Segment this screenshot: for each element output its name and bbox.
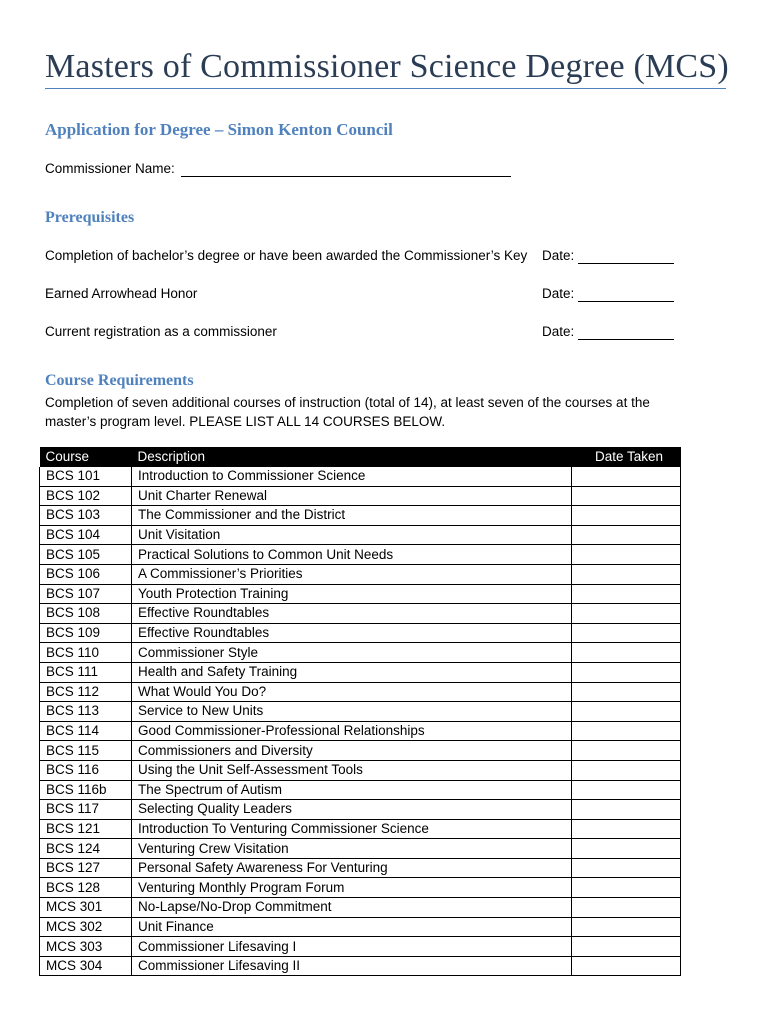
table-row xyxy=(40,760,681,780)
table-row xyxy=(40,858,681,878)
course-description-cell: Commissioners and Diversity xyxy=(132,741,572,761)
course-code-cell: BCS 116 xyxy=(40,760,132,780)
course-code-cell: MCS 303 xyxy=(40,937,132,957)
date-taken-cell[interactable] xyxy=(572,662,681,682)
date-taken-cell[interactable] xyxy=(572,545,681,565)
date-taken-cell[interactable] xyxy=(572,760,681,780)
prerequisite-text: Completion of bachelor’s degree or have been awarded the Commissioner’s Key xyxy=(45,248,528,263)
course-description-cell: Introduction to Commissioner Science xyxy=(132,467,572,486)
table-row xyxy=(40,545,681,565)
course-description-cell: Personal Safety Awareness For Venturing xyxy=(132,858,572,878)
table-row xyxy=(40,486,681,506)
course-description-cell: Good Commissioner-Professional Relationships xyxy=(132,721,572,741)
date-taken-cell[interactable] xyxy=(572,878,681,898)
date-taken-cell[interactable] xyxy=(572,858,681,878)
column-header-course: Course xyxy=(40,447,132,467)
course-code-cell: BCS 114 xyxy=(40,721,132,741)
course-description-cell: Practical Solutions to Common Unit Needs xyxy=(132,545,572,565)
course-code-cell: BCS 128 xyxy=(40,878,132,898)
table-row xyxy=(40,584,681,604)
table-row xyxy=(40,741,681,761)
course-description-cell: Using the Unit Self-Assessment Tools xyxy=(132,760,572,780)
table-row xyxy=(40,662,681,682)
date-taken-cell[interactable] xyxy=(572,564,681,584)
course-code-cell: BCS 121 xyxy=(40,819,132,839)
column-header-description: Description xyxy=(132,447,572,467)
table-row xyxy=(40,682,681,702)
table-row xyxy=(40,506,681,526)
course-description-cell: Unit Finance xyxy=(132,917,572,937)
date-taken-cell[interactable] xyxy=(572,839,681,859)
prerequisite-text: Earned Arrowhead Honor xyxy=(45,286,198,301)
course-code-cell: BCS 101 xyxy=(40,467,132,486)
course-description-cell: Commissioner Style xyxy=(132,643,572,663)
date-taken-cell[interactable] xyxy=(572,917,681,937)
course-description-cell: Selecting Quality Leaders xyxy=(132,800,572,820)
course-code-cell: MCS 304 xyxy=(40,956,132,976)
date-taken-cell[interactable] xyxy=(572,819,681,839)
table-row xyxy=(40,525,681,545)
course-description-cell: No-Lapse/No-Drop Commitment xyxy=(132,898,572,918)
course-code-cell: BCS 127 xyxy=(40,858,132,878)
table-row xyxy=(40,898,681,918)
course-code-cell: BCS 111 xyxy=(40,662,132,682)
date-taken-cell[interactable] xyxy=(572,525,681,545)
course-code-cell: BCS 105 xyxy=(40,545,132,565)
course-code-cell: BCS 117 xyxy=(40,800,132,820)
commissioner-name-label: Commissioner Name: xyxy=(45,161,175,176)
course-description-cell: Unit Visitation xyxy=(132,525,572,545)
date-taken-cell[interactable] xyxy=(572,682,681,702)
date-taken-cell[interactable] xyxy=(572,623,681,643)
course-description-cell: Venturing Crew Visitation xyxy=(132,839,572,859)
table-row xyxy=(40,643,681,663)
course-description-cell: Venturing Monthly Program Forum xyxy=(132,878,572,898)
course-requirements-heading: Course Requirements xyxy=(45,372,194,389)
prerequisite-date-label: Date: xyxy=(542,324,575,339)
table-row xyxy=(40,839,681,859)
course-code-cell: BCS 108 xyxy=(40,604,132,624)
date-taken-cell[interactable] xyxy=(572,506,681,526)
course-description-cell: Effective Roundtables xyxy=(132,623,572,643)
course-description-cell: The Spectrum of Autism xyxy=(132,780,572,800)
title-divider xyxy=(45,88,726,89)
course-code-cell: BCS 115 xyxy=(40,741,132,761)
prerequisite-date-field[interactable] xyxy=(578,263,674,264)
table-header-row xyxy=(40,447,681,467)
table-row xyxy=(40,819,681,839)
table-row xyxy=(40,937,681,957)
course-description-cell: Commissioner Lifesaving II xyxy=(132,956,572,976)
page-title: Masters of Commissioner Science Degree (MCS) xyxy=(45,48,729,85)
date-taken-cell[interactable] xyxy=(572,780,681,800)
course-description-cell: Youth Protection Training xyxy=(132,584,572,604)
table-row xyxy=(40,800,681,820)
table-row xyxy=(40,702,681,722)
date-taken-cell[interactable] xyxy=(572,898,681,918)
date-taken-cell[interactable] xyxy=(572,956,681,976)
column-header-date-taken: Date Taken xyxy=(572,447,681,467)
course-code-cell: BCS 103 xyxy=(40,506,132,526)
course-description-cell: What Would You Do? xyxy=(132,682,572,702)
date-taken-cell[interactable] xyxy=(572,467,681,486)
table-row xyxy=(40,780,681,800)
date-taken-cell[interactable] xyxy=(572,486,681,506)
course-description-cell: Unit Charter Renewal xyxy=(132,486,572,506)
table-row xyxy=(40,721,681,741)
date-taken-cell[interactable] xyxy=(572,937,681,957)
course-code-cell: BCS 106 xyxy=(40,564,132,584)
prerequisite-date-field[interactable] xyxy=(578,301,674,302)
course-description-cell: Health and Safety Training xyxy=(132,662,572,682)
course-description-cell: The Commissioner and the District xyxy=(132,506,572,526)
course-description-cell: Commissioner Lifesaving I xyxy=(132,937,572,957)
course-code-cell: BCS 107 xyxy=(40,584,132,604)
table-row xyxy=(40,467,681,486)
application-heading: Application for Degree – Simon Kenton Council xyxy=(45,120,393,139)
prerequisite-date-field[interactable] xyxy=(578,339,674,340)
table-row xyxy=(40,878,681,898)
course-code-cell: BCS 102 xyxy=(40,486,132,506)
date-taken-cell[interactable] xyxy=(572,721,681,741)
course-requirements-intro: Completion of seven additional courses of instruction (total of 14), at least seven of the courses at the master’s program level. PLEASE LIST ALL 14 COURSES BELOW. xyxy=(45,395,650,429)
prerequisite-date-label: Date: xyxy=(542,286,575,301)
table-row xyxy=(40,917,681,937)
course-code-cell: BCS 116b xyxy=(40,780,132,800)
course-code-cell: BCS 110 xyxy=(40,643,132,663)
table-row xyxy=(40,956,681,976)
course-table xyxy=(39,447,681,976)
course-code-cell: MCS 302 xyxy=(40,917,132,937)
date-taken-cell[interactable] xyxy=(572,702,681,722)
date-taken-cell[interactable] xyxy=(572,643,681,663)
course-description-cell: Service to New Units xyxy=(132,702,572,722)
prerequisites-heading: Prerequisites xyxy=(45,209,135,226)
course-code-cell: BCS 113 xyxy=(40,702,132,722)
date-taken-cell[interactable] xyxy=(572,584,681,604)
course-description-cell: Effective Roundtables xyxy=(132,604,572,624)
course-description-cell: A Commissioner’s Priorities xyxy=(132,564,572,584)
date-taken-cell[interactable] xyxy=(572,741,681,761)
course-code-cell: BCS 124 xyxy=(40,839,132,859)
course-code-cell: BCS 112 xyxy=(40,682,132,702)
prerequisite-text: Current registration as a commissioner xyxy=(45,324,277,339)
table-row xyxy=(40,623,681,643)
table-row xyxy=(40,604,681,624)
table-row xyxy=(40,564,681,584)
prerequisite-date-label: Date: xyxy=(542,248,575,263)
course-code-cell: MCS 301 xyxy=(40,898,132,918)
course-code-cell: BCS 109 xyxy=(40,623,132,643)
commissioner-name-field[interactable] xyxy=(181,176,511,177)
date-taken-cell[interactable] xyxy=(572,604,681,624)
date-taken-cell[interactable] xyxy=(572,800,681,820)
course-description-cell: Introduction To Venturing Commissioner Science xyxy=(132,819,572,839)
course-code-cell: BCS 104 xyxy=(40,525,132,545)
